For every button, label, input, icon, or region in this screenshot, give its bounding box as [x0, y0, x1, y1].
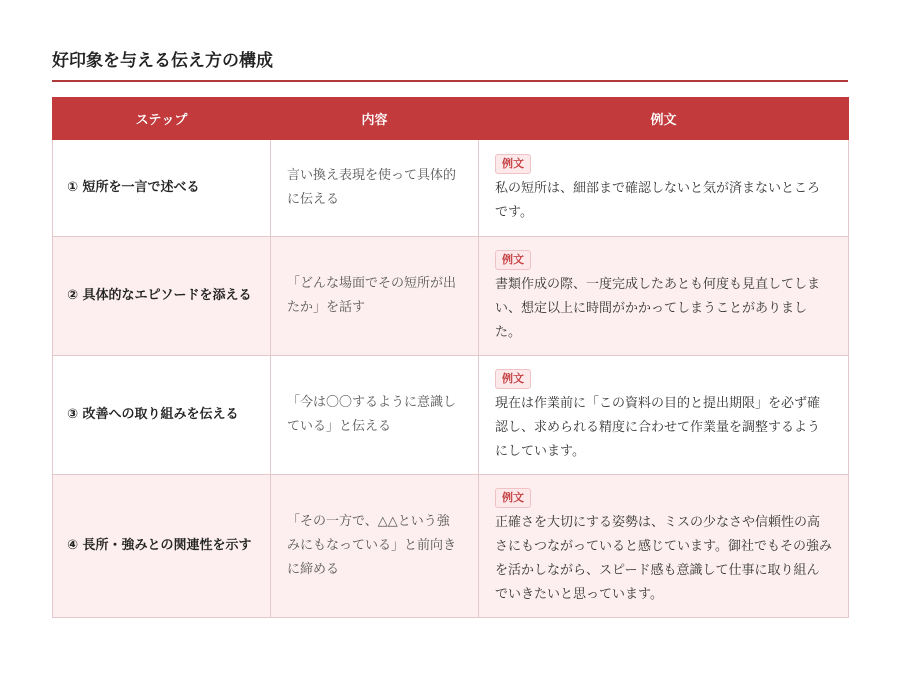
example-cell [479, 237, 849, 356]
table-row [53, 140, 849, 237]
example-text: 正確さを大切にする姿勢は、ミスの少なさや信頼性の高さにもつながっていると感じています。御社でもその強みを活かしながら、スピード感も意識して仕事に取り組んでいきたいと思っています。 [495, 514, 832, 602]
column-header-example: 例文 [479, 98, 849, 140]
content-cell: 「その一方で、△△という強みにもなっている」と前向きに締める [271, 475, 479, 618]
table-row [53, 356, 849, 475]
example-cell [479, 356, 849, 475]
example-badge: 例文 [495, 250, 531, 270]
example-badge: 例文 [495, 154, 531, 174]
step-cell: ③ 改善への取り組みを伝える [53, 356, 271, 475]
example-badge: 例文 [495, 488, 531, 508]
content-cell: 「今は〇〇するように意識している」と伝える [271, 356, 479, 475]
example-text: 私の短所は、細部まで確認しないと気が済まないところです。 [495, 180, 821, 220]
content-cell: 言い換え表現を使って具体的に伝える [271, 140, 479, 237]
step-cell: ② 具体的なエピソードを添える [53, 237, 271, 356]
example-cell [479, 140, 849, 237]
table-row [53, 237, 849, 356]
structure-table [52, 97, 849, 618]
step-cell: ① 短所を一言で述べる [53, 140, 271, 237]
column-header-content: 内容 [271, 98, 479, 140]
table-row [53, 475, 849, 618]
table-header-row [53, 98, 849, 140]
example-cell [479, 475, 849, 618]
step-cell: ④ 長所・強みとの関連性を示す [53, 475, 271, 618]
example-badge: 例文 [495, 369, 531, 389]
column-header-step: ステップ [53, 98, 271, 140]
section-title: 好印象を与える伝え方の構成 [52, 50, 848, 82]
content-cell: 「どんな場面でその短所が出たか」を話す [271, 237, 479, 356]
example-text: 現在は作業前に「この資料の目的と提出期限」を必ず確認し、求められる精度に合わせて作業量を調整するようにしています。 [495, 395, 821, 459]
example-text: 書類作成の際、一度完成したあとも何度も見直してしまい、想定以上に時間がかかってしまうことがありました。 [495, 276, 821, 340]
